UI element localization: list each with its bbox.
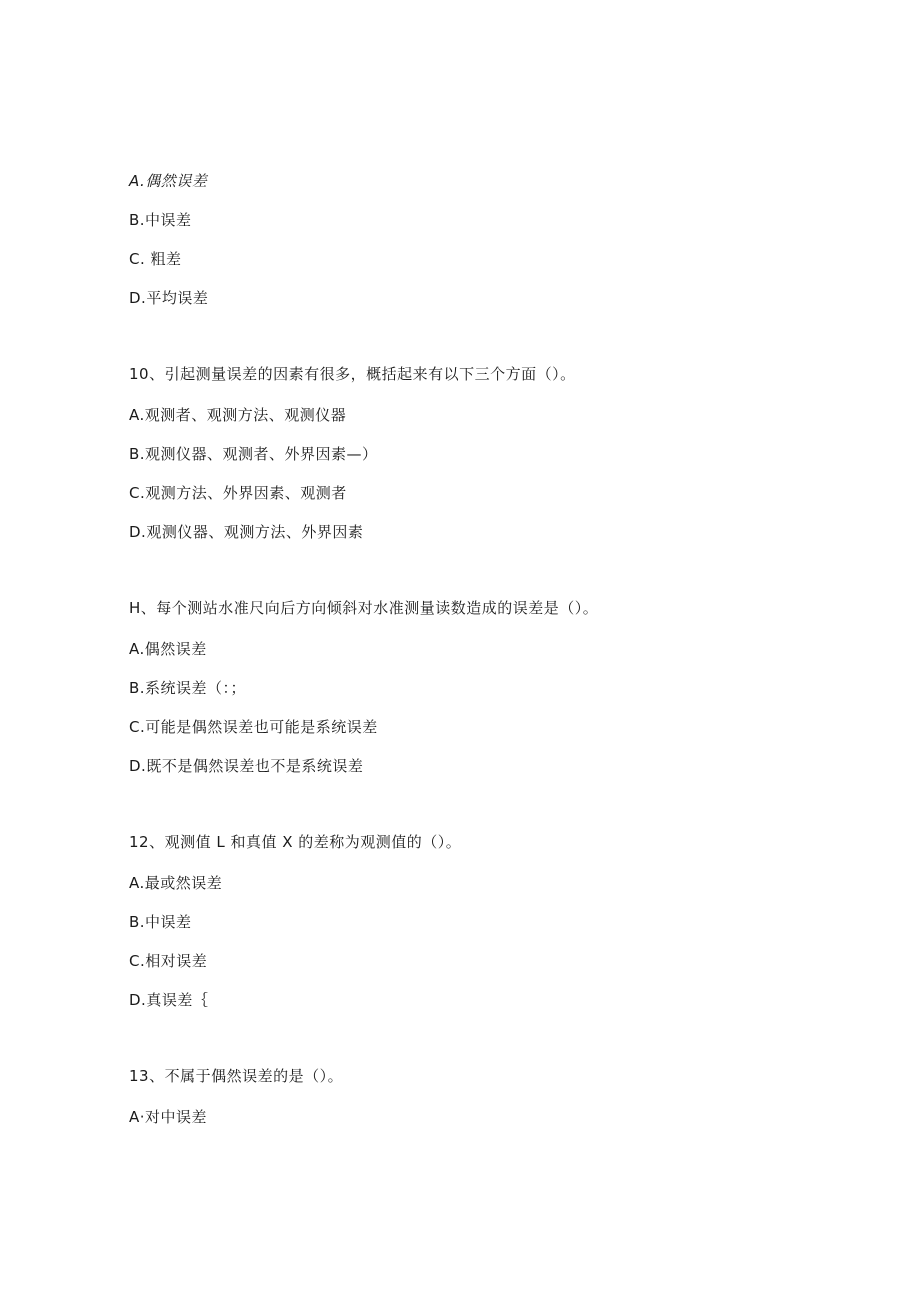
option-c: C. 粗差 xyxy=(129,250,182,268)
option-a: A.偶然误差 xyxy=(129,640,207,658)
option-b: B.中误差 xyxy=(129,211,192,229)
option-b: B.观测仪器、观测者、外界因素—） xyxy=(129,445,378,463)
option-a: A·对中误差 xyxy=(129,1108,208,1126)
option-c: C.相对误差 xyxy=(129,952,208,970)
question-13: 13、不属于偶然误差的是（）。 xyxy=(129,1067,344,1085)
option-a: A.观测者、观测方法、观测仪器 xyxy=(129,406,347,424)
option-d: D.既不是偶然误差也不是系统误差 xyxy=(129,757,364,775)
option-b: B.系统误差（：； xyxy=(129,679,247,697)
question-11: H、每个测站水准尺向后方向倾斜对水准测量读数造成的误差是（）。 xyxy=(129,599,599,617)
question-12: 12、观测值 L 和真值 X 的差称为观测值的（）。 xyxy=(129,833,462,851)
option-d: D.真误差｛ xyxy=(129,991,209,1009)
option-c: C.可能是偶然误差也可能是系统误差 xyxy=(129,718,378,736)
option-b: B.中误差 xyxy=(129,913,192,931)
option-a: A.偶然误差 xyxy=(129,172,208,190)
question-10: 10、引起测量误差的因素有很多，概括起来有以下三个方面（）。 xyxy=(129,365,576,383)
option-d: D.平均误差 xyxy=(129,289,209,307)
option-a: A.最或然误差 xyxy=(129,874,223,892)
option-d: D.观测仪器、观测方法、外界因素 xyxy=(129,523,364,541)
option-c: C.观测方法、外界因素、观测者 xyxy=(129,484,347,502)
